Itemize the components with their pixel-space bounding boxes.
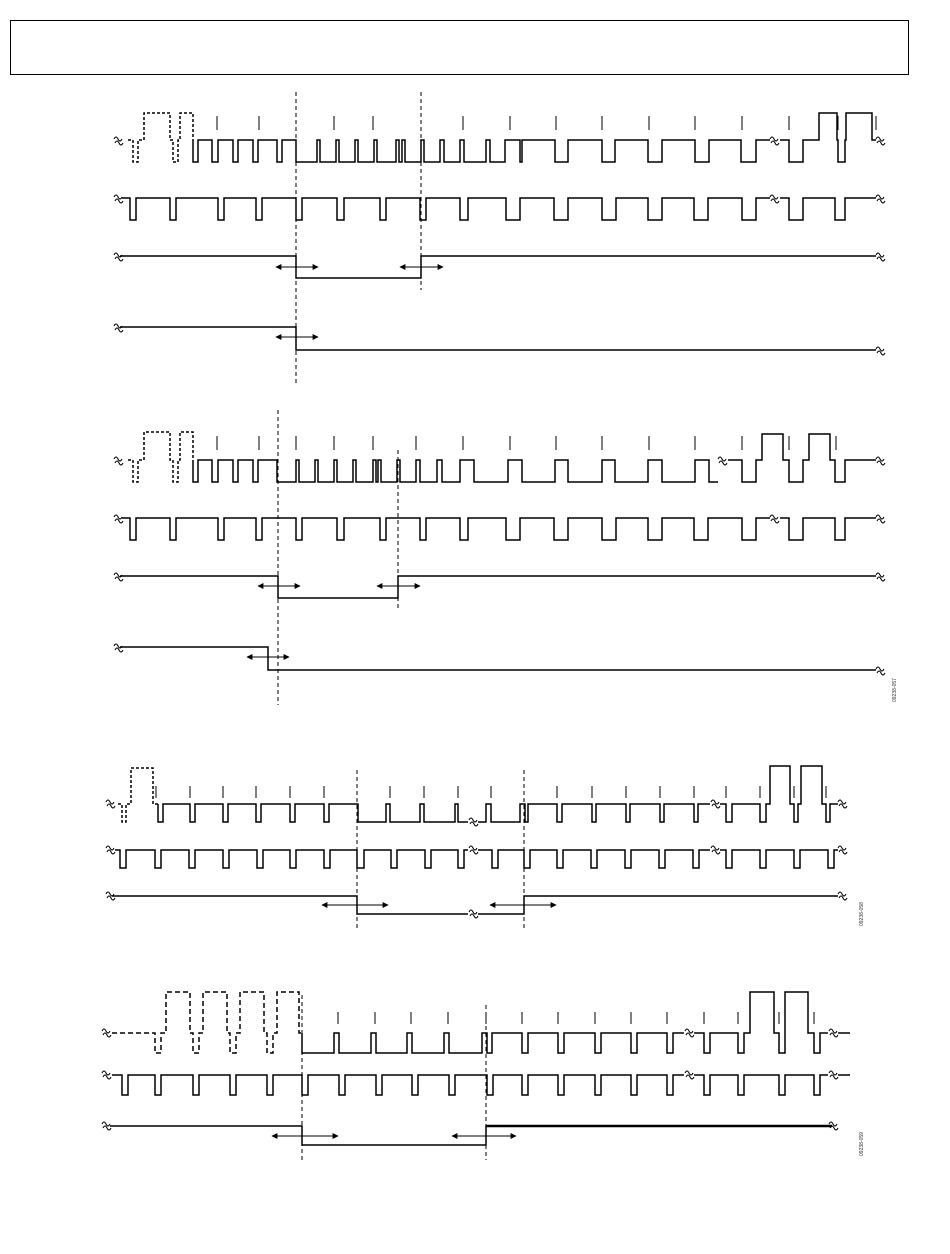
clock-trace-4b bbox=[694, 1075, 828, 1095]
dashed-pulse bbox=[112, 992, 302, 1053]
tick-marks bbox=[217, 116, 876, 130]
figure-2-id: 09238-057 bbox=[892, 678, 898, 702]
data-trace-3c bbox=[720, 766, 838, 822]
dashed-guides bbox=[302, 995, 486, 1160]
cs-trace-1 bbox=[120, 256, 876, 278]
data-trace-4b bbox=[694, 992, 828, 1053]
tick-marks bbox=[156, 786, 826, 798]
figure-4-id: 09238-059 bbox=[859, 1132, 865, 1156]
dashed-guides bbox=[296, 92, 421, 385]
clock-trace-2 bbox=[122, 518, 770, 540]
data-trace-2b bbox=[728, 434, 876, 482]
clock-trace-1b bbox=[780, 198, 876, 220]
clock-trace-4 bbox=[112, 1075, 684, 1095]
out-trace-1 bbox=[120, 327, 876, 350]
break-marks bbox=[114, 457, 885, 675]
dashed-pulse bbox=[128, 113, 193, 162]
data-trace-1b bbox=[780, 113, 876, 162]
data-trace-1 bbox=[193, 140, 770, 162]
timing-figure-4 bbox=[102, 992, 850, 1160]
timing-figure-1 bbox=[114, 92, 885, 385]
break-marks bbox=[114, 137, 885, 355]
data-trace-2 bbox=[193, 460, 718, 482]
break-marks bbox=[106, 800, 847, 918]
cs-trace-3 bbox=[112, 896, 838, 914]
clock-trace-2b bbox=[780, 518, 876, 540]
clock-trace-1 bbox=[122, 198, 770, 220]
tick-marks bbox=[217, 436, 836, 450]
data-trace-3 bbox=[158, 804, 468, 822]
data-trace-3b bbox=[478, 804, 710, 822]
dashed-pulse bbox=[118, 768, 158, 822]
out-trace-2 bbox=[120, 647, 876, 670]
data-trace-4 bbox=[302, 1033, 684, 1053]
clock-trace-3 bbox=[115, 850, 468, 868]
cs-trace-2 bbox=[120, 576, 876, 598]
timing-figure-2 bbox=[114, 410, 885, 705]
break-marks bbox=[102, 1029, 838, 1130]
tick-marks bbox=[338, 1012, 814, 1024]
timing-arrows bbox=[247, 586, 420, 657]
figure-3-id: 09238-058 bbox=[859, 902, 865, 926]
clock-trace-3b bbox=[478, 850, 710, 868]
dashed-guides bbox=[278, 410, 398, 705]
dashed-pulse bbox=[128, 432, 193, 482]
timing-figure-3 bbox=[106, 766, 847, 930]
clock-trace-3c bbox=[720, 850, 838, 868]
